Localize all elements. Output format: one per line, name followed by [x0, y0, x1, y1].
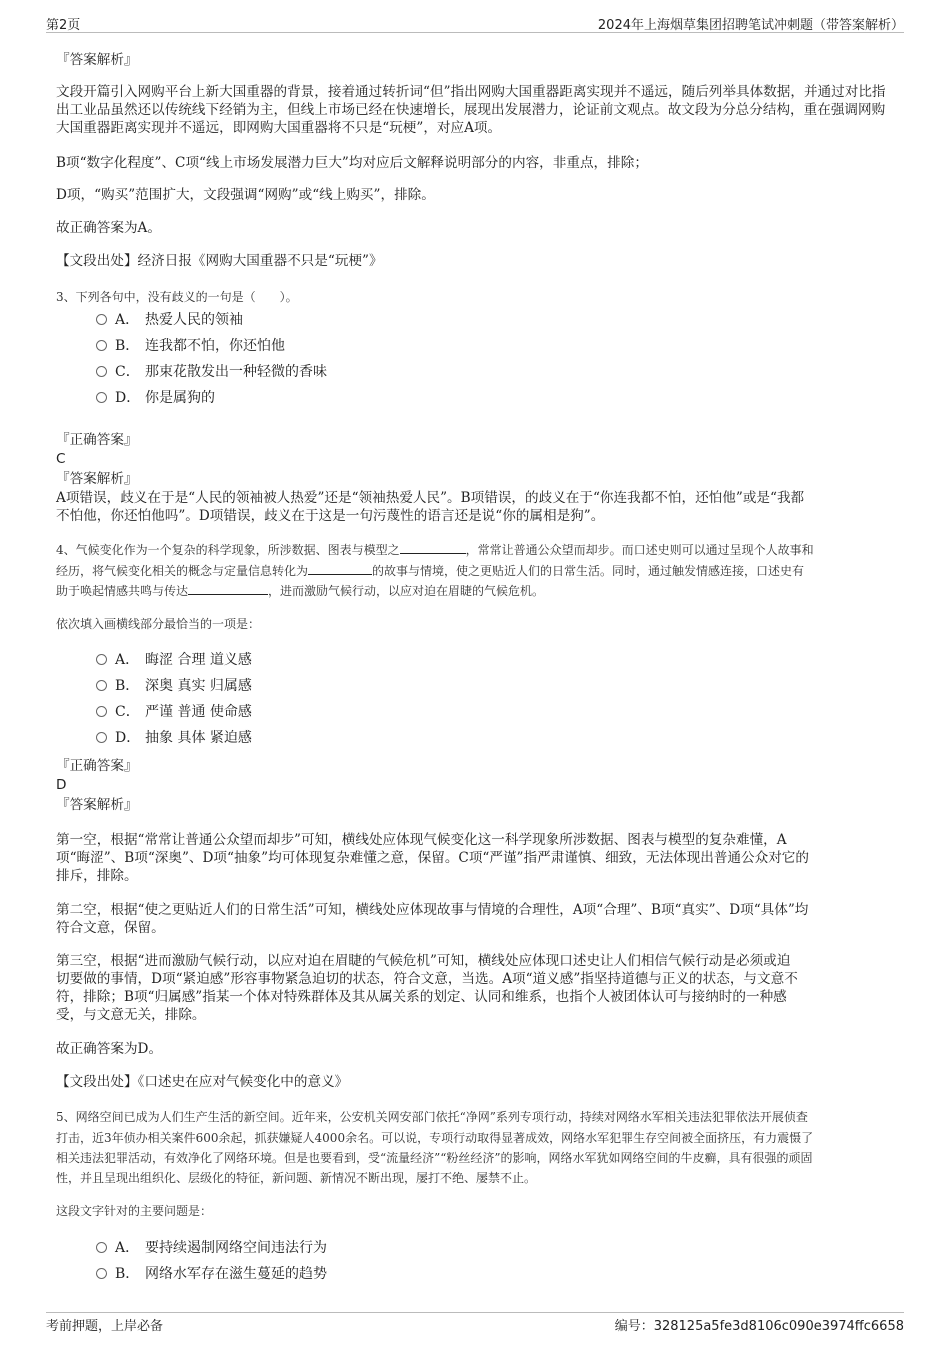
q4-analysis-3-line-1: 第三空，根据“进而激励气候行动，以应对迫在眉睫的气候危机”可知，横线处应体现口述史让人们相信气候行动是必须或迫 — [56, 953, 791, 969]
q3-analysis-line-1: A项错误，歧义在于是“人民的领袖被人热爱”还是“领袖热爱人民”。B项错误，的歧义在于“你连我都不怕，还怕他”或是“我都 — [56, 490, 805, 506]
q5-option-a[interactable] — [96, 1238, 327, 1258]
q3-analysis-line-2: 不怕他，你还怕他吗”。D项错误，歧义在于这是一句污蔑性的语言还是说“你的属相是狗”。 — [56, 508, 605, 524]
q4-stem-line-3 — [56, 581, 901, 602]
q5-prompt: 这段文字针对的主要问题是： — [56, 1204, 213, 1218]
q4-analysis-3-line-2: 切要做的事情，D项“紧迫感”形容事物紧急迫切的状态，符合文意，当选。A项“道义感”指坚持道德与正义的状态，与文意不 — [56, 971, 798, 987]
radio-icon[interactable] — [96, 1268, 107, 1279]
option-letter: B． — [115, 338, 140, 354]
q4-option-d[interactable] — [96, 728, 252, 748]
q4-analysis-2-line-2: 符合文意，保留。 — [56, 920, 165, 936]
footer-slogan: 考前押题，上岸必备 — [46, 1319, 164, 1334]
radio-icon[interactable] — [96, 340, 107, 351]
q4-prompt: 依次填入画横线部分最恰当的一项是： — [56, 617, 261, 631]
q5-stem-line-1: 5、网络空间已成为人们生产生活的新空间。近年来，公安机关网安部门依托“净网”系列专项行动，持续对网络水军相关违法犯罪依法开展侦查 — [56, 1110, 808, 1124]
q5-stem-line-2: 打击，近3年侦办相关案件600余起，抓获嫌疑人4000余名。可以说，专项行动取得显著成效，网络水军犯罪生存空间被全面挤压，有力震慑了 — [56, 1131, 814, 1145]
q2-analysis-paragraph-2: B项“数字化程度”、C项“线上市场发展潜力巨大”均对应后文解释说明部分的内容，非重点，排除； — [56, 155, 648, 171]
q4-stem-text: 经历，将气候变化相关的概念与定量信息转化为 — [56, 564, 309, 578]
q4-analysis-1-line-3: 排斥，排除。 — [56, 868, 138, 884]
q4-stem-text: 的故事与情境，使之更贴近人们的日常生活。同时，通过触发情感连接，口述史有 — [372, 564, 805, 578]
q4-stem-text: 助于唤起情感共鸣与传达 — [56, 584, 189, 598]
q4-stem-line-1 — [56, 540, 901, 561]
q4-analysis-3-line-4: 受，与文意无关，排除。 — [56, 1007, 206, 1023]
q3-analysis-label: 『答案解析』 — [56, 471, 138, 487]
q2-conclusion: 故正确答案为A。 — [56, 220, 161, 236]
option-text: 深奥 真实 归属感 — [145, 678, 252, 694]
q3-option-b[interactable] — [96, 336, 285, 356]
q5-option-b[interactable] — [96, 1264, 327, 1284]
q3-option-d[interactable] — [96, 388, 215, 408]
option-text: 网络水军存在滋生蔓延的趋势 — [145, 1266, 327, 1282]
document-id: 编号：328125a5fe3d8106c090e3974ffc6658 — [614, 1319, 904, 1334]
option-text: 晦涩 合理 道义感 — [145, 652, 252, 668]
q4-analysis-3-line-3: 符，排除；B项“归属感”指某一个体对特殊群体及其从属关系的划定、认同和维系，也指个人被团体认可与接纳时的一种感 — [56, 989, 787, 1005]
q3-option-a[interactable] — [96, 310, 243, 330]
option-letter: B． — [115, 1266, 140, 1282]
option-letter: D． — [115, 390, 141, 406]
option-letter: A． — [115, 312, 140, 328]
option-text: 连我都不怕，你还怕他 — [145, 338, 285, 354]
q4-option-a[interactable] — [96, 650, 252, 670]
q4-analysis-label: 『答案解析』 — [56, 797, 138, 813]
option-text: 严谨 普通 使命感 — [145, 704, 252, 720]
q3-option-c[interactable] — [96, 362, 327, 382]
radio-icon[interactable] — [96, 680, 107, 691]
q4-stem-text: ，常常让普通公众望而却步。而口述史则可以通过呈现个人故事和 — [465, 543, 814, 557]
q3-correct-answer: C — [56, 451, 66, 467]
radio-icon[interactable] — [96, 706, 107, 717]
q4-option-c[interactable] — [96, 702, 252, 722]
q4-correct-answer-label: 『正确答案』 — [56, 758, 138, 774]
q4-analysis-2-line-1: 第二空，根据“使之更贴近人们的日常生活”可知，横线处应体现故事与情境的合理性，A项“合理”、B项“真实”、D项“具体”均 — [56, 902, 809, 918]
q2-analysis-paragraph-1: 文段开篇引入网购平台上新大国重器的背景，接着通过转折词“但”指出网购大国重器距离实现并不遥远，随后列举具体数据，并通过对比指出工业品虽然还以传统线下经销为主，但线上市场已经在快速增长，展现出发展潜力，论证前文观点。故文段为分总分结构，重在强调网购大国重器距离实现并不遥远，即网购大国重器将不只是“玩梗”，对应A项。 — [56, 84, 886, 136]
radio-icon[interactable] — [96, 366, 107, 377]
radio-icon[interactable] — [96, 732, 107, 743]
page-footer — [46, 1312, 904, 1343]
q5-stem-line-4: 性，并且呈现出组织化、层级化的特征，新问题、新情况不断出现，屡打不绝、屡禁不止。 — [56, 1171, 537, 1185]
radio-icon[interactable] — [96, 392, 107, 403]
q4-conclusion: 故正确答案为D。 — [56, 1041, 163, 1057]
q5-stem-line-3: 相关违法犯罪活动，有效净化了网络环境。但是也要看到，受“流量经济”“粉丝经济”的影响，网络水军犹如网络空间的牛皮癣，具有很强的顽固 — [56, 1151, 813, 1165]
option-letter: A． — [115, 652, 140, 668]
option-letter: D． — [115, 730, 141, 746]
option-text: 要持续遏制网络空间违法行为 — [145, 1240, 327, 1256]
q4-stem-line-2 — [56, 561, 901, 582]
q4-analysis-1-line-1: 第一空，根据“常常让普通公众望而却步”可知，横线处应体现气候变化这一科学现象所涉数据、图表与模型的复杂难懂，A — [56, 832, 787, 848]
q4-correct-answer: D — [56, 777, 67, 793]
radio-icon[interactable] — [96, 654, 107, 665]
option-letter: C． — [115, 704, 140, 720]
q4-source: 【文段出处】《口述史在应对气候变化中的意义》 — [56, 1074, 349, 1090]
option-text: 那束花散发出一种轻微的香味 — [145, 364, 327, 380]
q2-analysis-label: 『答案解析』 — [56, 52, 138, 68]
page-number: 第2页 — [46, 18, 81, 33]
radio-icon[interactable] — [96, 1242, 107, 1253]
q4-option-b[interactable] — [96, 676, 252, 696]
q2-source: 【文段出处】经济日报《网购大国重器不只是“玩梗”》 — [56, 253, 383, 269]
option-text: 你是属狗的 — [145, 390, 215, 406]
q3-stem: 3、下列各句中，没有歧义的一句是（ ）。 — [56, 290, 298, 304]
q4-stem-text: ，进而激励气候行动，以应对迫在眉睫的气候危机。 — [268, 584, 545, 598]
document-title: 2024年上海烟草集团招聘笔试冲刺题（带答案解析） — [597, 18, 904, 33]
q2-analysis-paragraph-3: D项，“购买”范围扩大，文段强调“网购”或“线上购买”，排除。 — [56, 187, 435, 203]
q4-analysis-1-line-2: 项“晦涩”、B项“深奥”、D项“抽象”均可体现复杂难懂之意，保留。C项“严谨”指严肃谨慎、细致，无法体现出普通公众对它的 — [56, 850, 809, 866]
fill-blank-1 — [400, 541, 466, 554]
q4-stem-text: 4、气候变化作为一个复杂的科学现象，所涉数据、图表与模型之 — [56, 543, 400, 557]
page-header — [46, 12, 904, 33]
option-letter: C． — [115, 364, 140, 380]
radio-icon[interactable] — [96, 314, 107, 325]
option-letter: B． — [115, 678, 140, 694]
option-letter: A． — [115, 1240, 140, 1256]
fill-blank-2 — [308, 562, 372, 575]
option-text: 热爱人民的领袖 — [145, 312, 243, 328]
option-text: 抽象 具体 紧迫感 — [145, 730, 252, 746]
q3-correct-answer-label: 『正确答案』 — [56, 432, 138, 448]
fill-blank-3 — [188, 582, 268, 595]
